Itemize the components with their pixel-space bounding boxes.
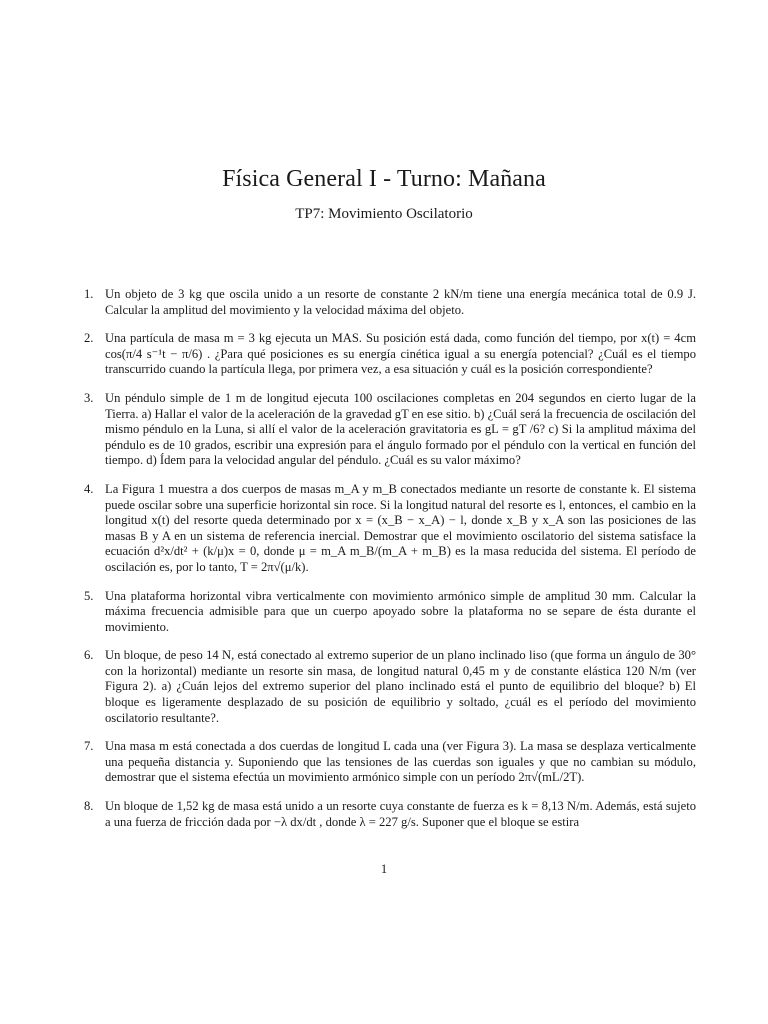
problem-text: Una partícula de masa m = 3 kg ejecuta un MAS. Su posición está dada, como función del tiempo, por x(t) = 4cm cos(π/4 s⁻¹t − π/6) . ¿Para qué posiciones es su energía cinética igual a su energía potencial? ¿Cuál es el tiempo transcurrido cuando la partícula llega, por primera vez, a esa situación y cuál es la posición correspondiente? <box>105 331 696 377</box>
problem-8 <box>78 799 696 830</box>
problem-number: 2. <box>84 331 94 346</box>
problem-number: 4. <box>84 481 94 496</box>
problem-text: Una plataforma horizontal vibra verticalmente con movimiento armónico simple de amplitud 30 mm. Calcular la máxima frecuencia admisible para que un cuerpo apoyado sobre la plataforma no se separe de ésta durante el movimiento. <box>105 588 696 634</box>
problem-4 <box>78 482 696 576</box>
problem-text: La Figura 1 muestra a dos cuerpos de masas m_A y m_B conectados mediante un resorte de constante k. El sistema puede oscilar sobre una superficie horizontal sin roce. Si la longitud natural del resorte es l, entonces, el cambio en la longitud x(t) del resorte queda determinado por x = (x_B − x_A) − l, donde x_B y x_A son las posiciones de las masas B y A en un sistema de referencia inercial. Demostrar que el movimiento oscilatorio del sistema satisface la ecuación d²x/dt² + (k/μ)x = 0, donde μ = m_A m_B/(m_A + m_B) es la masa reducida del sistema. El período de oscilación es, por lo tanto, T = 2π√(μ/k). <box>105 481 696 574</box>
problem-2 <box>78 331 696 378</box>
problem-number: 1. <box>84 287 94 301</box>
page-subtitle: TP7: Movimiento Oscilatorio <box>295 206 473 222</box>
problem-number: 8. <box>84 799 94 814</box>
page-title: Física General I - Turno: Mañana <box>222 166 546 192</box>
problem-6 <box>78 648 696 726</box>
problem-7 <box>78 739 696 786</box>
problem-text: Un bloque, de peso 14 N, está conectado al extremo superior de un plano inclinado liso (que forma un ángulo de 30° con la horizontal) mediante un resorte sin masa, de longitud natural 0,45 m y de constante elástica 120 N/m (ver Figura 2). a) ¿Cuán lejos del extremo superior del plano inclinado está el punto de equilibrio del bloque? b) El bloque es ligeramente desplazado de su posición de equilibrio y soltado, ¿cuál es el período del movimiento oscilatorio resultante?. <box>105 648 696 725</box>
problem-5 <box>78 589 696 636</box>
problem-text: Un objeto de 3 kg que oscila unido a un resorte de constante 2 kN/m tiene una energía mecánica total de 0.9 J. Calcular la amplitud del movimiento y la velocidad máxima del objeto. <box>105 287 696 317</box>
problem-text: Un bloque de 1,52 kg de masa está unido a un resorte cuya constante de fuerza es k = 8,13 N/m. Además, está sujeto a una fuerza de fricción dada por −λ dx/dt , donde λ = 227 g/s. Suponer que el bloque se estira <box>105 799 696 829</box>
problem-number: 6. <box>84 648 94 663</box>
problem-text: Una masa m está conectada a dos cuerdas de longitud L cada una (ver Figura 3). La masa se desplaza verticalmente una pequeña distancia y. Suponiendo que las tensiones de las cuerdas son iguales y que no cambian su módulo, demostrar que el sistema efectúa un movimiento armónico simple con un período 2π√(mL/2T). <box>105 739 696 785</box>
problem-1 <box>78 287 696 318</box>
problem-3 <box>78 391 696 469</box>
problem-list <box>78 287 696 843</box>
problem-number: 7. <box>84 739 94 754</box>
problem-text: Un péndulo simple de 1 m de longitud ejecuta 100 oscilaciones completas en 204 segundos en cierto lugar de la Tierra. a) Hallar el valor de la aceleración de la gravedad gT en ese sitio. b) ¿Cuál será la frecuencia de oscilación del mismo péndulo en la Luna, si allí el valor de la aceleración gravitatoria es gL = gT /6? c) Si la amplitud máxima del péndulo es de 10 grados, escribir una expresión para el ángulo formado por el péndulo con la vertical en función del tiempo. d) Ídem para la velocidad angular del péndulo. ¿Cuál es su valor máximo? <box>105 390 696 468</box>
page-number: 1 <box>380 862 388 876</box>
problem-number: 5. <box>84 588 94 603</box>
problem-number: 3. <box>84 390 94 405</box>
